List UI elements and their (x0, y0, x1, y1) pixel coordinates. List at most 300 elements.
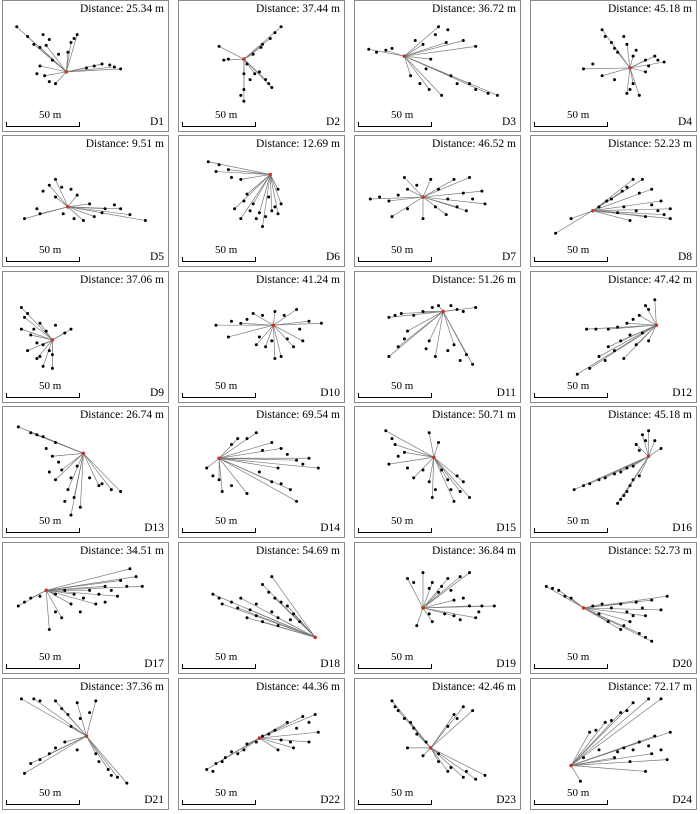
link-line (238, 608, 316, 637)
node-point (638, 449, 641, 452)
node-point (391, 699, 394, 702)
scale-bar (534, 664, 608, 669)
node-point (406, 577, 409, 580)
node-point (625, 610, 628, 613)
node-point (641, 178, 644, 181)
network-plot (3, 543, 170, 675)
scale-label: 50 m (567, 380, 590, 392)
node-point (576, 373, 579, 376)
node-point (128, 567, 131, 570)
node-point (286, 605, 289, 608)
node-point (403, 451, 406, 454)
node-point (622, 624, 625, 627)
hub-point (258, 736, 262, 740)
node-point (215, 762, 218, 765)
node-point (613, 349, 616, 352)
node-point (48, 38, 51, 41)
node-point (289, 741, 292, 744)
node-point (292, 345, 295, 348)
hub-point (647, 454, 651, 458)
node-point (598, 205, 601, 208)
node-point (397, 709, 400, 712)
link-line (584, 596, 668, 608)
node-point (650, 599, 653, 602)
node-point (384, 429, 387, 432)
link-line (56, 443, 84, 454)
node-point (73, 37, 76, 40)
node-point (62, 212, 65, 215)
network-plot (179, 1, 346, 133)
network-panel-d24 (530, 678, 697, 810)
link-line (630, 68, 646, 72)
scale-bar (6, 664, 80, 669)
link-line (263, 175, 271, 227)
node-point (273, 31, 276, 34)
node-point (289, 488, 292, 491)
node-point (104, 207, 107, 210)
node-point (621, 190, 624, 193)
panel-id-label: D5 (149, 251, 164, 263)
node-point (391, 437, 394, 440)
node-point (446, 349, 449, 352)
link-line (434, 443, 439, 458)
node-point (406, 746, 409, 749)
node-point (236, 437, 239, 440)
node-point (369, 198, 372, 201)
node-point (230, 750, 233, 753)
scale-label: 50 m (215, 787, 238, 799)
node-point (429, 178, 432, 181)
node-point (255, 343, 258, 346)
node-point (462, 705, 465, 708)
node-point (227, 58, 230, 61)
node-point (437, 591, 440, 594)
hub-point (85, 734, 89, 738)
node-point (259, 46, 262, 49)
link-line (431, 748, 464, 777)
node-point (406, 330, 409, 333)
node-point (650, 188, 653, 191)
node-point (406, 467, 409, 470)
node-point (295, 500, 298, 503)
node-point (456, 474, 459, 477)
node-point (663, 61, 666, 64)
node-point (391, 47, 394, 50)
node-point (73, 217, 76, 220)
node-point (255, 614, 258, 617)
node-point (625, 186, 628, 189)
node-point (638, 474, 641, 477)
node-point (613, 756, 616, 759)
distance-label: Distance: 44.36 m (256, 681, 340, 693)
node-point (622, 494, 625, 497)
node-point (604, 359, 607, 362)
link-line (219, 458, 222, 491)
node-point (88, 711, 91, 714)
network-plot (179, 136, 346, 268)
network-panel-d22 (178, 678, 345, 810)
scale-bar (182, 257, 256, 262)
node-point (39, 758, 42, 761)
node-point (445, 41, 448, 44)
link-line (87, 736, 127, 783)
node-point (462, 480, 465, 483)
network-panel-d10 (178, 271, 345, 403)
node-point (635, 343, 638, 346)
node-point (647, 308, 650, 311)
node-point (459, 575, 462, 578)
node-point (261, 583, 264, 586)
node-point (23, 601, 26, 604)
node-point (249, 209, 252, 212)
node-point (622, 746, 625, 749)
hub-point (44, 589, 48, 593)
network-plot (531, 407, 698, 539)
node-point (70, 514, 73, 517)
distance-label: Distance: 45.18 m (608, 3, 692, 15)
panel-id-label: D22 (320, 794, 340, 806)
network-panel-d11 (354, 271, 521, 403)
node-point (218, 163, 221, 166)
node-point (20, 328, 23, 331)
node-point (422, 571, 425, 574)
node-point (619, 339, 622, 342)
node-point (246, 437, 249, 440)
node-point (261, 449, 264, 452)
hub-point (403, 54, 407, 58)
node-point (619, 498, 622, 501)
node-point (233, 207, 236, 210)
node-point (39, 355, 42, 358)
node-point (632, 55, 635, 58)
node-point (79, 506, 82, 509)
node-point (644, 636, 647, 639)
node-point (286, 337, 289, 340)
network-plot (179, 679, 346, 811)
node-point (622, 35, 625, 38)
node-point (446, 198, 449, 201)
node-point (437, 760, 440, 763)
node-point (301, 339, 304, 342)
node-point (660, 697, 663, 700)
node-point (425, 347, 428, 350)
node-point (446, 28, 449, 31)
node-point (456, 205, 459, 208)
link-line (434, 457, 448, 480)
link-line (224, 59, 244, 60)
distance-label: Distance: 34.51 m (80, 545, 164, 557)
panel-id-label: D1 (149, 116, 164, 128)
node-point (594, 729, 597, 732)
node-point (453, 599, 456, 602)
node-point (270, 441, 273, 444)
link-line (25, 207, 68, 219)
node-point (669, 217, 672, 220)
network-plot (355, 407, 522, 539)
network-plot (531, 136, 698, 268)
link-line (68, 204, 90, 207)
network-panel-d14 (178, 406, 345, 538)
node-point (650, 203, 653, 206)
node-point (280, 355, 283, 358)
link-line (627, 323, 656, 325)
node-point (453, 713, 456, 716)
link-line (630, 68, 639, 95)
link-line (423, 579, 448, 608)
panel-id-label: D15 (496, 522, 516, 534)
distance-label: Distance: 69.54 m (256, 409, 340, 421)
node-point (93, 64, 96, 67)
node-point (644, 215, 647, 218)
node-point (144, 219, 147, 222)
node-point (273, 597, 276, 600)
node-point (446, 478, 449, 481)
network-plot (3, 136, 170, 268)
node-point (35, 72, 38, 75)
node-point (638, 741, 641, 744)
node-point (270, 339, 273, 342)
node-point (239, 217, 242, 220)
node-point (666, 595, 669, 598)
node-point (629, 620, 632, 623)
link-line (423, 608, 476, 618)
hub-point (272, 323, 276, 327)
node-point (116, 595, 119, 598)
node-point (570, 597, 573, 600)
node-point (211, 593, 214, 596)
hub-point (432, 455, 436, 459)
distance-label: Distance: 37.44 m (256, 3, 340, 15)
node-point (15, 25, 18, 28)
scale-label: 50 m (567, 651, 590, 663)
scale-bar (358, 257, 432, 262)
node-point (591, 63, 594, 66)
node-point (613, 47, 616, 50)
node-point (308, 721, 311, 724)
node-point (108, 63, 111, 66)
scale-label: 50 m (391, 244, 414, 256)
network-plot (3, 407, 170, 539)
node-point (591, 605, 594, 608)
hub-point (655, 323, 659, 327)
node-point (39, 322, 42, 325)
node-point (431, 581, 434, 584)
panel-id-label: D6 (325, 251, 340, 263)
node-point (270, 86, 273, 89)
node-point (277, 748, 280, 751)
network-panel-d7 (354, 135, 521, 267)
scale-bar (6, 393, 80, 398)
hub-point (441, 310, 445, 314)
node-point (54, 178, 57, 181)
node-point (437, 25, 440, 28)
node-point (230, 176, 233, 179)
node-point (246, 492, 249, 495)
node-point (545, 585, 548, 588)
node-point (453, 178, 456, 181)
panel-id-label: D21 (144, 794, 164, 806)
hub-point (313, 636, 317, 640)
node-point (63, 741, 66, 744)
network-plot (531, 543, 698, 675)
node-point (119, 490, 122, 493)
node-point (632, 614, 635, 617)
node-point (29, 431, 32, 434)
node-point (465, 353, 468, 356)
node-point (629, 760, 632, 763)
node-point (468, 496, 471, 499)
node-point (70, 328, 73, 331)
network-plot (355, 543, 522, 675)
hub-point (569, 764, 573, 768)
node-point (434, 355, 437, 358)
node-point (428, 88, 431, 91)
node-point (264, 215, 267, 218)
link-line (584, 68, 631, 69)
node-point (70, 188, 73, 191)
node-point (54, 699, 57, 702)
link-line (228, 325, 273, 337)
node-point (622, 205, 625, 208)
node-point (459, 359, 462, 362)
node-point (73, 496, 76, 499)
hub-point (582, 606, 586, 610)
link-line (429, 433, 434, 458)
node-point (249, 608, 252, 611)
link-line (571, 703, 633, 766)
link-line (219, 448, 281, 458)
node-point (613, 78, 616, 81)
node-point (295, 308, 298, 311)
node-point (26, 349, 29, 352)
panel-id-label: D7 (501, 251, 516, 263)
node-point (54, 593, 57, 596)
node-point (638, 94, 641, 97)
node-point (440, 585, 443, 588)
node-point (598, 355, 601, 358)
link-line (417, 734, 431, 748)
node-point (412, 581, 415, 584)
link-line (431, 711, 473, 748)
node-point (252, 53, 255, 56)
node-point (320, 322, 323, 325)
scale-label: 50 m (391, 380, 414, 392)
node-point (221, 760, 224, 763)
panel-id-label: D11 (496, 387, 516, 399)
link-line (28, 340, 53, 351)
node-point (425, 741, 428, 744)
panel-id-label: D10 (320, 387, 340, 399)
node-point (400, 312, 403, 315)
node-point (431, 496, 434, 499)
node-point (422, 469, 425, 472)
node-point (264, 78, 267, 81)
node-point (107, 768, 110, 771)
node-point (449, 304, 452, 307)
scale-label: 50 m (391, 109, 414, 121)
node-point (474, 45, 477, 48)
hub-point (421, 195, 425, 199)
scale-bar (6, 122, 80, 127)
node-point (604, 721, 607, 724)
node-point (391, 215, 394, 218)
node-point (258, 470, 261, 473)
node-point (647, 64, 650, 67)
node-point (554, 232, 557, 235)
node-point (94, 603, 97, 606)
distance-label: Distance: 12.69 m (256, 138, 340, 150)
scale-bar (534, 257, 608, 262)
node-point (387, 316, 390, 319)
node-point (644, 770, 647, 773)
network-panel-d4 (530, 0, 697, 132)
scale-bar (182, 528, 256, 533)
node-point (88, 589, 91, 592)
panel-id-label: D9 (149, 387, 164, 399)
node-point (280, 447, 283, 450)
scale-label: 50 m (39, 109, 62, 121)
node-point (255, 603, 258, 606)
node-point (666, 758, 669, 761)
link-line (429, 311, 443, 340)
panel-id-label: D12 (672, 387, 692, 399)
node-point (261, 314, 264, 317)
node-point (588, 731, 591, 734)
node-point (453, 343, 456, 346)
node-point (224, 756, 227, 759)
node-point (76, 465, 79, 468)
node-point (42, 33, 45, 36)
node-point (280, 739, 283, 742)
node-point (493, 605, 496, 608)
node-point (449, 488, 452, 491)
link-line (219, 458, 247, 493)
distance-label: Distance: 54.69 m (256, 545, 340, 557)
node-point (128, 213, 131, 216)
network-plot (179, 543, 346, 675)
node-point (298, 620, 301, 623)
link-line (577, 325, 656, 374)
node-point (20, 697, 23, 700)
link-line (238, 738, 260, 754)
node-point (239, 322, 242, 325)
node-point (286, 453, 289, 456)
node-point (644, 304, 647, 307)
node-point (295, 459, 298, 462)
node-point (563, 595, 566, 598)
node-point (434, 205, 437, 208)
link-line (435, 311, 443, 356)
link-line (630, 56, 633, 68)
scale-label: 50 m (215, 515, 238, 527)
node-point (66, 51, 69, 54)
node-point (82, 597, 85, 600)
node-point (647, 429, 650, 432)
node-point (246, 616, 249, 619)
network-panel-d21 (2, 678, 169, 810)
node-point (610, 606, 613, 609)
node-point (663, 213, 666, 216)
distance-label: Distance: 37.06 m (80, 274, 164, 286)
network-panel-d20 (530, 542, 697, 674)
node-point (255, 217, 258, 220)
node-point (277, 624, 280, 627)
node-point (48, 470, 51, 473)
node-point (647, 744, 650, 747)
distance-label: Distance: 25.34 m (80, 3, 164, 15)
link-line (636, 325, 656, 345)
node-point (45, 447, 48, 450)
